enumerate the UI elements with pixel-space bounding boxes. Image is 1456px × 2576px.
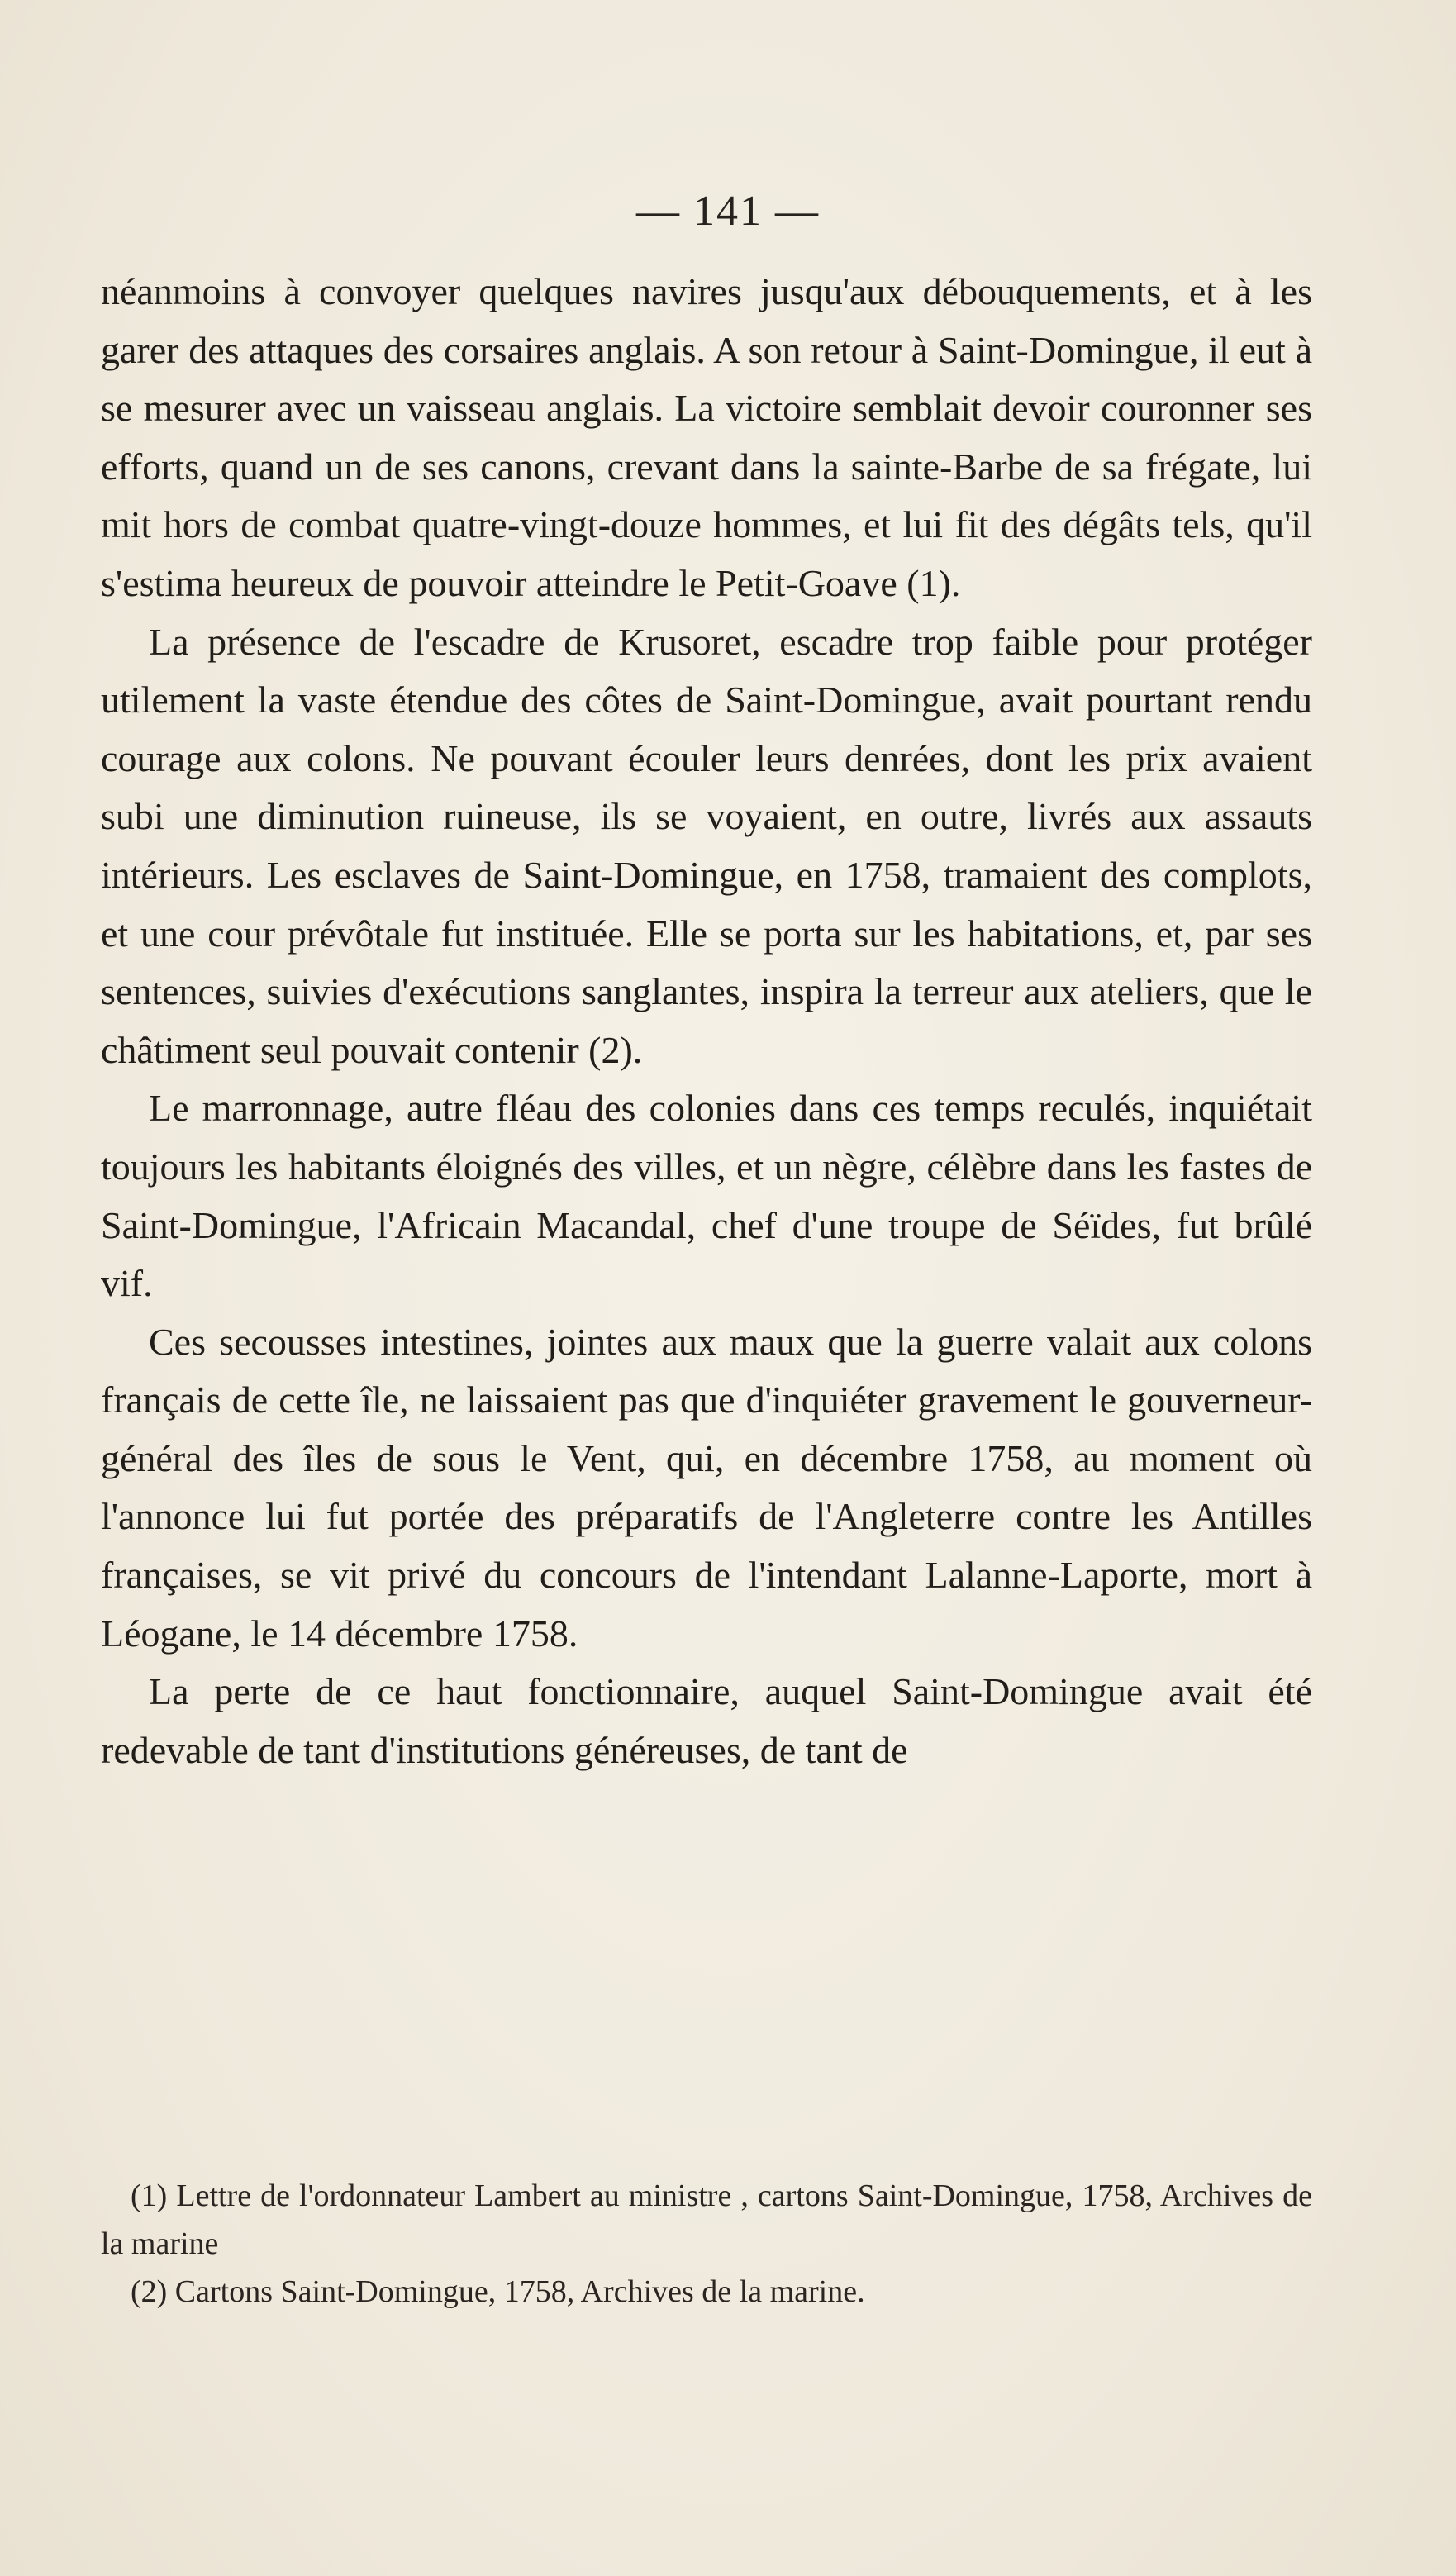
paragraph-5: La perte de ce haut fonctionnaire, auquel Saint-Domingue avait été redevable de tant d'institutions généreuses, de tant de <box>101 1670 1312 1771</box>
paragraph-2: La présence de l'escadre de Krusoret, escadre trop faible pour protéger utilement la vaste étendue des côtes de Saint-Domingue, avait pourtant rendu courage aux colons. Ne pouvant écouler leurs denrées, dont les prix avaient subi une diminution ruineuse, ils se voyaient, en outre, livrés aux assauts intérieurs. Les esclaves de Saint-Domingue, en 1758, tramaient des complots, et une cour prévôtale fut instituée. Elle se porta sur les habitations, et, par ses sentences, suivies d'exécutions sanglantes, inspira la terreur aux ateliers, que le châtiment seul pouvait contenir (2). <box>101 620 1312 1071</box>
paragraph-4: Ces secousses intestines, jointes aux maux que la guerre valait aux colons français de cette île, ne laissaient pas que d'inquiéter gravement le gouverneur-général des îles de sous le Vent, qui, en décembre 1758, au moment où l'annonce lui fut portée des préparatifs de l'Angleterre contre les Antilles françaises, se vit privé du concours de l'intendant Lalanne-Laporte, mort à Léogane, le 14 décembre 1758. <box>101 1320 1312 1655</box>
footnotes <box>101 2172 1312 2316</box>
page-number: — 141 — <box>636 188 820 235</box>
footnote-1: (1) Lettre de l'ordonnateur Lambert au ministre , cartons Saint-Domingue, 1758, Archives de la marine <box>101 2178 1312 2261</box>
paragraph-1: néanmoins à convoyer quelques navires jusqu'aux débouquements, et à les garer des attaques des corsaires anglais. A son retour à Saint-Domingue, il eut à se mesurer avec un vaisseau anglais. La victoire semblait devoir couronner ses efforts, quand un de ses canons, crevant dans la sainte-Barbe de sa frégate, lui mit hors de combat quatre-vingt-douze hommes, et lui fit des dégâts tels, qu'il s'estima heureux de pouvoir atteindre le Petit-Goave (1). <box>101 270 1312 604</box>
main-text <box>101 263 1312 1779</box>
paragraph-3: Le marronnage, autre fléau des colonies dans ces temps reculés, inquiétait toujours les habitants éloignés des villes, et un nègre, célèbre dans les fastes de Saint-Domingue, l'Africain Macandal, chef d'une troupe de Séïdes, fut brûlé vif. <box>101 1087 1312 1305</box>
footnote-2: (2) Cartons Saint-Domingue, 1758, Archives de la marine. <box>131 2274 865 2309</box>
